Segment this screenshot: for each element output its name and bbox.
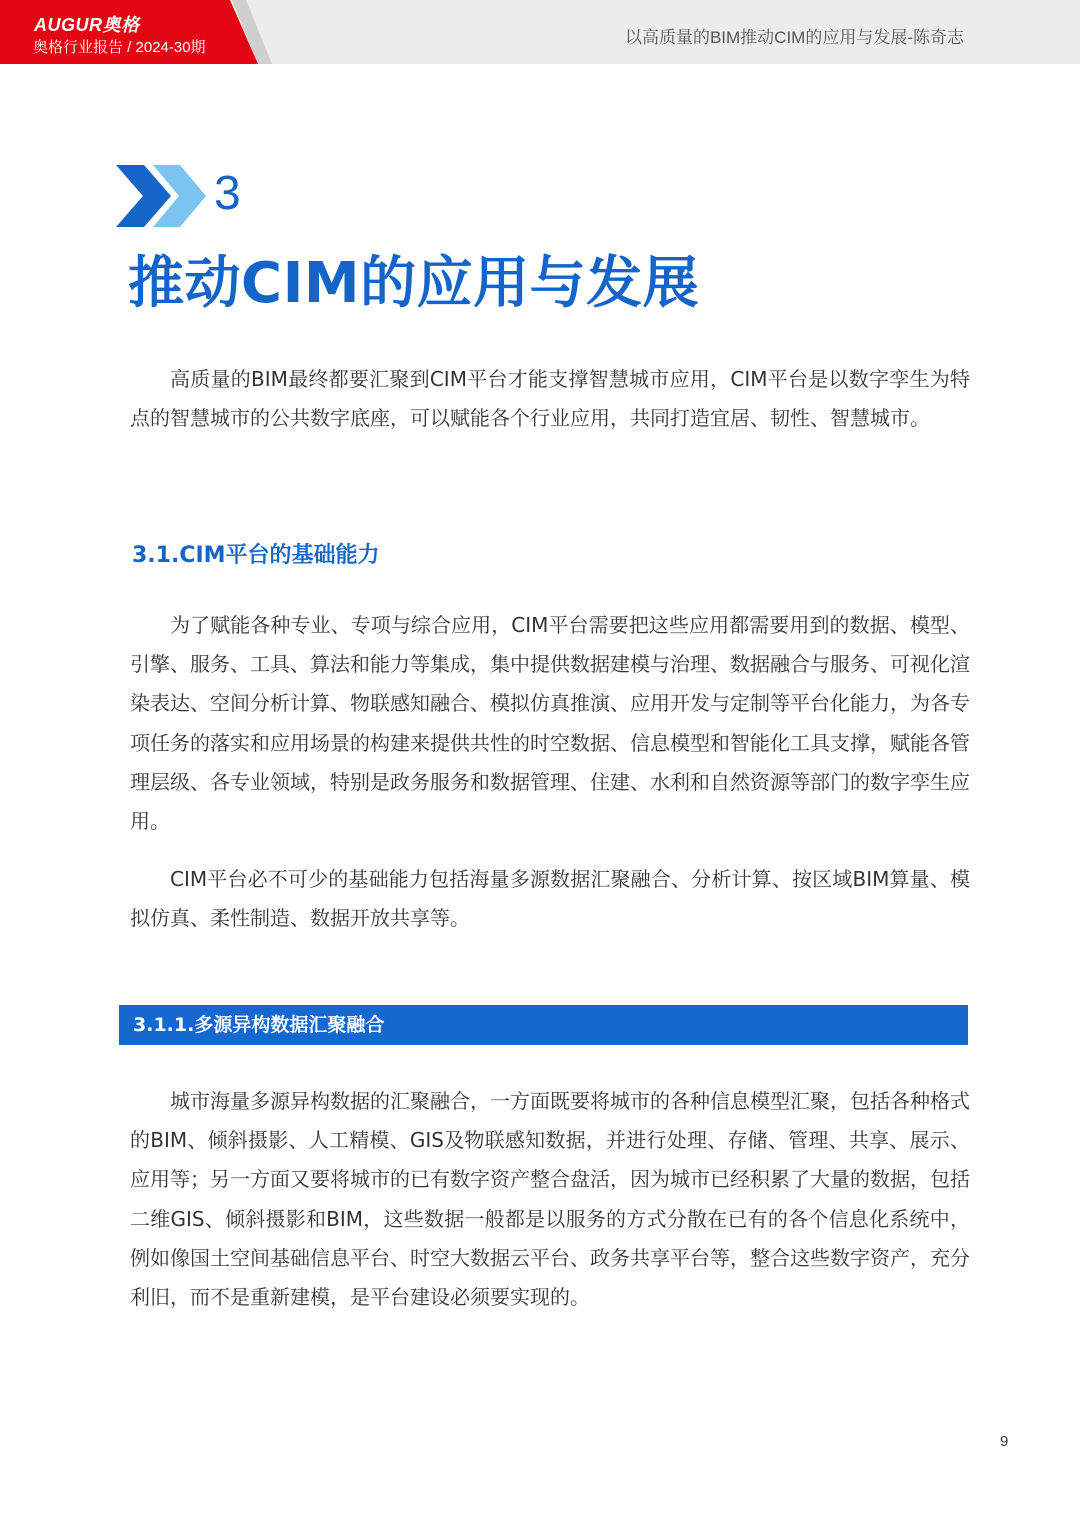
section-3-1-paragraph-1: 为了赋能各种专业、专项与综合应用，CIM平台需要把这些应用都需要用到的数据、模型、引擎、服务、工具、算法和能力等集成，集中提供数据建模与治理、数据融合与服务、可视化渲染表达、空间分析计算、物联感知融合、模拟仿真推演、应用开发与定制等平台化能力，为各专项任务的落实和应用场景的构建来提供共性的时空数据、信息模型和智能化工具支撑，赋能各管理层级、各专业领域，特别是政务服务和数据管理、住建、水利和自然资源等部门的数字孪生应用。 xyxy=(130,613,970,834)
report-issue-label: 奥格行业报告 / 2024-30期 xyxy=(33,39,206,56)
chapter-number: 3 xyxy=(214,167,241,220)
section-heading-3-1: 3.1.CIM平台的基础能力 xyxy=(132,543,380,568)
report-title: 以高质量的BIM推动CIM的应用与发展-陈奇志 xyxy=(624,28,964,47)
augur-logo: AUGUR奥格 xyxy=(34,15,140,35)
intro-paragraph: 高质量的BIM最终都要汇聚到CIM平台才能支撑智慧城市应用，CIM平台是以数字孪生为特点的智慧城市的公共数字底座，可以赋能各个行业应用，共同打造宜居、韧性、智慧城市。 xyxy=(130,367,970,431)
section-3-1-1-paragraph: 城市海量多源异构数据的汇聚融合，一方面既要将城市的各种信息模型汇聚，包括各种格式的BIM、倾斜摄影、人工精模、GIS及物联感知数据，并进行处理、存储、管理、共享、展示、应用等；另一方面又要将城市的已有数字资产整合盘活，因为城市已经积累了大量的数据，包括二维GIS、倾斜摄影和BIM，这些数据一般都是以服务的方式分散在已有的各个信息化系统中，例如像国土空间基础信息平台、时空大数据云平台、政务共享平台等，整合这些数字资产，充分利旧，而不是重新建模，是平台建设必须要实现的。 xyxy=(130,1089,970,1310)
section-3-1-paragraph-2: CIM平台必不可少的基础能力包括海量多源数据汇聚融合、分析计算、按区域BIM算量、模拟仿真、柔性制造、数据开放共享等。 xyxy=(130,867,970,931)
double-chevron-icon xyxy=(116,165,206,227)
section-heading-bar-3-1-1 xyxy=(119,1005,968,1045)
chapter-title: 推动CIM的应用与发展 xyxy=(128,251,700,316)
page-number: 9 xyxy=(1000,1433,1009,1450)
section-heading-3-1-1: 3.1.1.多源异构数据汇聚融合 xyxy=(133,1014,385,1036)
